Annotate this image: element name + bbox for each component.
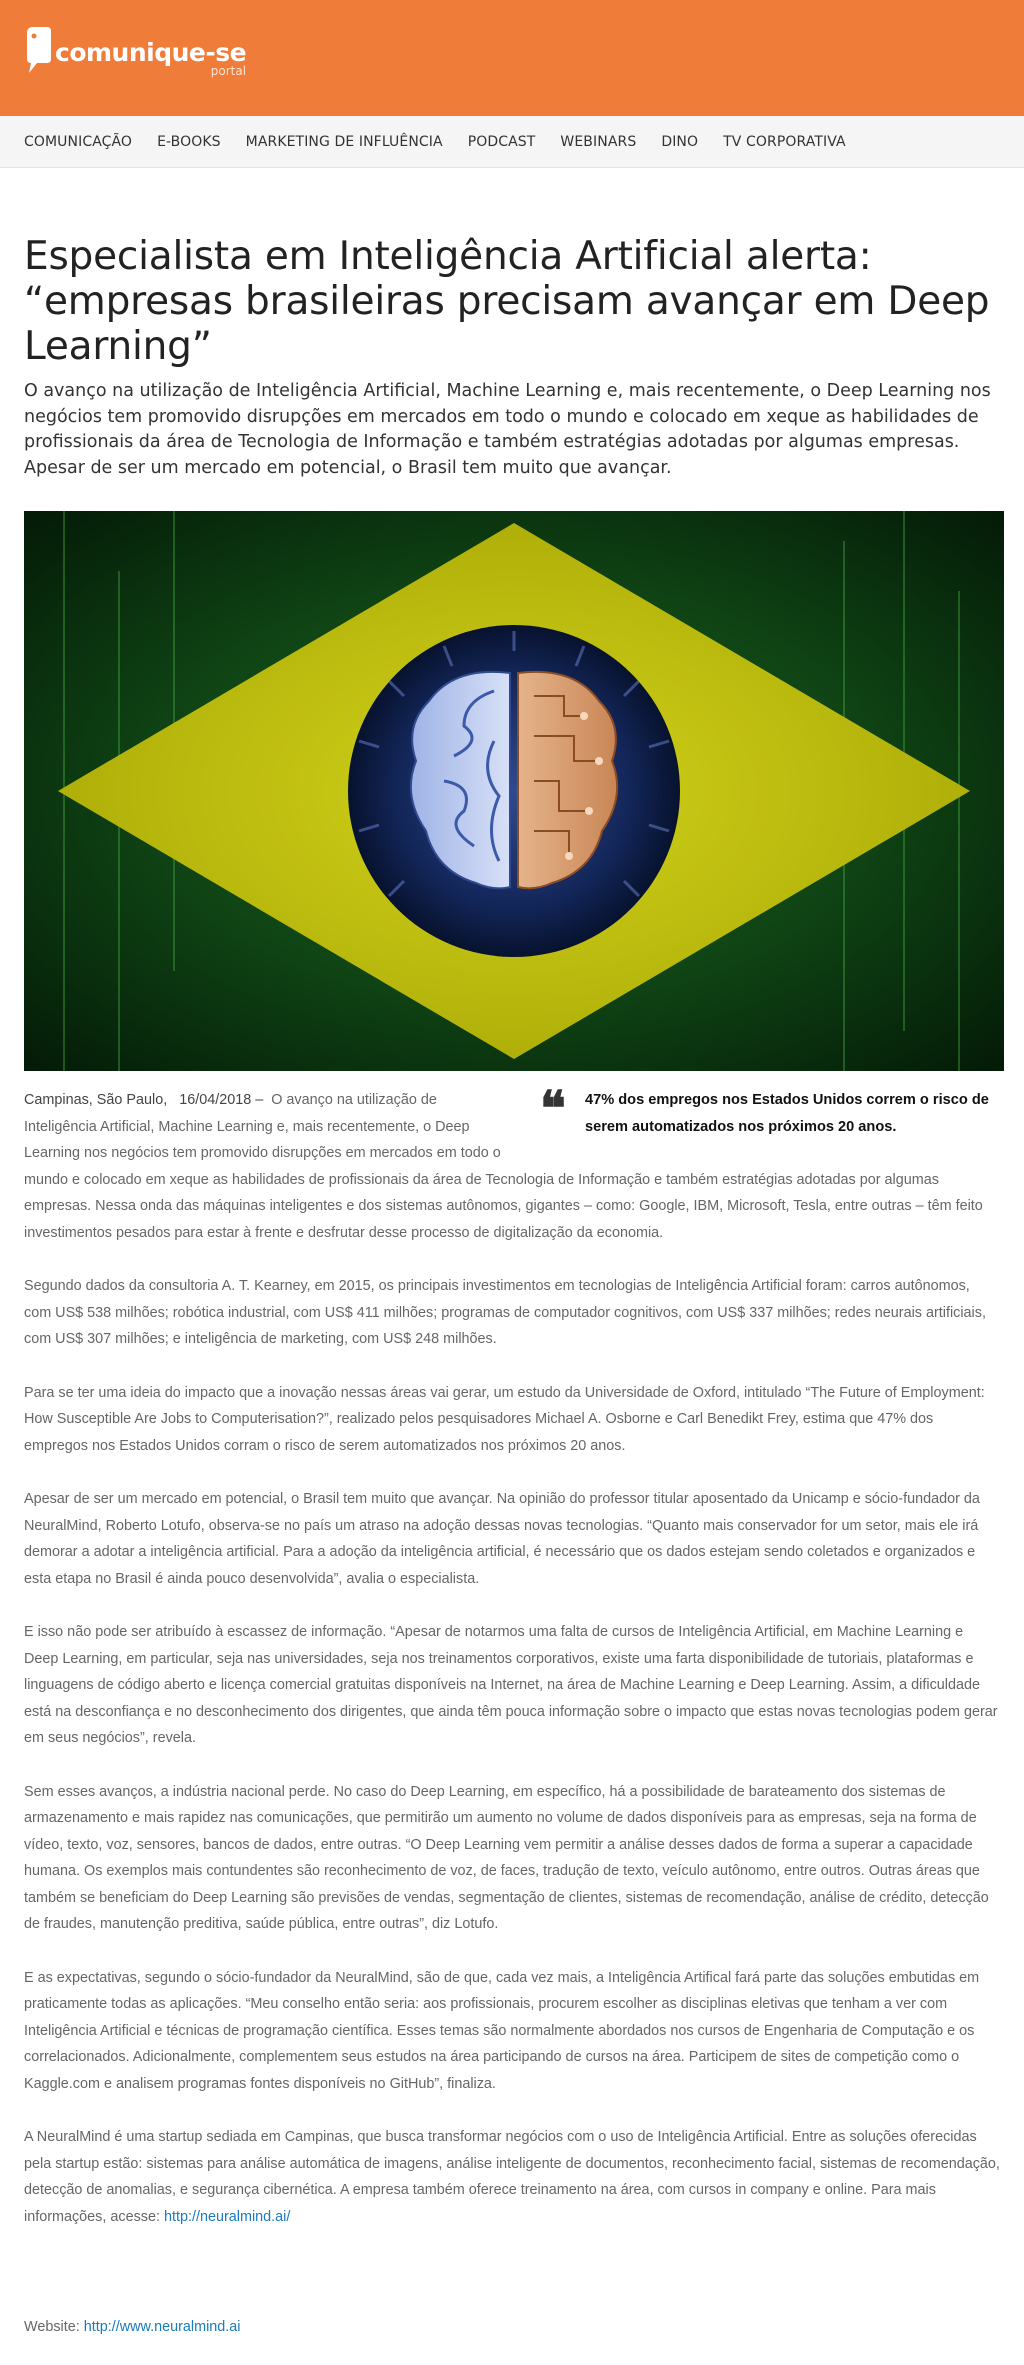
- article-location: Campinas, São Paulo,: [24, 1092, 168, 1108]
- article-title: Especialista em Inteligência Artificial alerta: “empresas brasileiras precisam avançar em Deep Learning”: [24, 234, 990, 369]
- nav-item-webinars[interactable]: WEBINARS: [560, 133, 637, 150]
- quote-mark-icon: ❝: [540, 1081, 566, 1137]
- nav-item-tv-corporativa[interactable]: TV CORPORATIVA: [723, 133, 846, 150]
- site-header: [0, 0, 1024, 116]
- article-paragraph-6: Sem esses avanços, a indústria nacional perde. No caso do Deep Learning, em específico, há a possibilidade de barateamento dos sistemas de armazenamento e mais rapidez nas comunicações, que permitirão um aumento no volume de dados disponíveis para as empresas, seja na forma de vídeo, texto, voz, sensores, bancos de dados, entre outras. “O Deep Learning vem permitir a análise desses dados de forma a superar a capacidade humana. Os exemplos mais contundentes são reconhecimento de voz, de faces, tradução de texto, veículo autônomo, entre outros. Outras áreas que também se beneficiam do Deep Learning são previsões de vendas, segmentação de clientes, sistemas de recomendação, análise de crédito, detecção de fraudes, manutenção preditiva, saúde pública, entre outras”, diz Lotufo.: [24, 1783, 989, 1932]
- brand-subtitle: portal: [210, 64, 247, 78]
- nav-item-marketing-de-influencia[interactable]: MARKETING DE INFLUÊNCIA: [245, 133, 443, 150]
- neuralmind-link[interactable]: http://neuralmind.ai/: [163, 2208, 291, 2225]
- article-body: [24, 1081, 1000, 2341]
- article-date: 16/04/2018 –: [179, 1092, 264, 1108]
- article-paragraph-4: Apesar de ser um mercado em potencial, o Brasil tem muito que avançar. Na opinião do professor titular aposentado da Unicamp e sócio-fundador da NeuralMind, Roberto Lotufo, observa-se no país um atraso na adoção dessas novas tecnologias. “Quanto mais conservador for um setor, mais ele irá demorar a adotar a inteligência artificial. Para a adoção da inteligência artificial, é necessário que os dados estejam sendo coletados e organizados e esta etapa no Brasil é ainda pouco desenvolvida”, avalia o especialista.: [24, 1491, 980, 1587]
- article-paragraph-8: [24, 2124, 1000, 2230]
- website-link[interactable]: http://www.neuralmind.ai: [83, 2319, 241, 2335]
- article-paragraph-7: E as expectativas, segundo o sócio-fundador da NeuralMind, são de que, cada vez mais, a Inteligência Artifical fará parte das soluções embutidas em praticamente todas as aplicações. “Meu conselho então seria: aos profissionais, procurem escolher as disciplinas eletivas que tenham a ver com Inteligência Artificial e técnicas de programação científica. Esses temas são normalmente abordados nos cursos de Engenharia de Computação e os correlacionados. Adicionalmente, complementem seus estudos na área participando de cursos na área. Participem de sites de competição como o Kaggle.com e analisem programas fontes disponíveis no GitHub”, finaliza.: [24, 1969, 980, 2092]
- paragraph-text: A NeuralMind é uma startup sediada em Campinas, que busca transformar negócios com o uso de Inteligência Artificial. Entre as soluções oferecidas pela startup estão: sistemas para análise automática de imagens, análise inteligente de documentos, reconhecimento facial, sistemas de recomendação, detecção de anomalias, e segurança cibernética. A empresa também oferece treinamento na área, com cursos in company e online. Para mais informações, acesse:: [24, 2129, 1000, 2225]
- nav-item-podcast[interactable]: PODCAST: [467, 133, 536, 150]
- site-logo[interactable]: [25, 25, 246, 81]
- nav-item-ebooks[interactable]: E-BOOKS: [157, 133, 221, 150]
- pull-quote-text: 47% dos empregos nos Estados Unidos correm o risco de serem automatizados nos próximos 20 anos.: [585, 1092, 989, 1135]
- hero-image: [24, 511, 1004, 1071]
- article-container: [0, 234, 1024, 2341]
- brand-name: comunique-se: [55, 38, 247, 67]
- website-label: Website:: [24, 2319, 80, 2335]
- nav-item-dino[interactable]: DINO: [661, 133, 699, 150]
- article-paragraph-3: Para se ter uma ideia do impacto que a inovação nessas áreas vai gerar, um estudo da Universidade de Oxford, intitulado “The Future of Employment: How Susceptible Are Jobs to Computerisation?”, realizado pelos pesquisadores Michael A. Osborne e Carl Benedikt Frey, estima que 47% dos empregos nos Estados Unidos corram o risco de serem automatizados nos próximos 20 anos.: [24, 1384, 985, 1454]
- website-line: [24, 2314, 1000, 2341]
- brazil-flag-brain-illustration: [24, 511, 1004, 1071]
- pull-quote: [540, 1081, 1000, 1141]
- article-paragraph-2: Segundo dados da consultoria A. T. Kearney, em 2015, os principais investimentos em tecnologias de Inteligência Artificial foram: carros autônomos, com US$ 538 milhões; robótica industrial, com US$ 411 milhões; programas de computador cognitivos, com US$ 337 milhões; redes neurais artificiais, com US$ 307 milhões; e inteligência de marketing, com US$ 248 milhões.: [24, 1278, 986, 1347]
- paragraph-text: O avanço na utilização de Inteligência Artificial, Machine Learning e, mais recentemente, o Deep Learning nos negócios tem promovido disrupções em mercados em todo o mundo e colocado em xeque as habilidades de profissionais da área de Tecnologia de Informação e também estratégias adotadas por algumas empresas. Nessa onda das máquinas inteligentes e dos sistemas autônomos, gigantes – como: Google, IBM, Microsoft, Tesla, entre outras – têm feito investimentos pesados para estar à frente e desfrutar desse processo de digitalização da economia.: [24, 1092, 983, 1241]
- main-nav: [0, 116, 1024, 168]
- article-lead: O avanço na utilização de Inteligência Artificial, Machine Learning e, mais recentemente, o Deep Learning nos negócios tem promovido disrupções em mercados em todo o mundo e colocado em xeque as habilidades de profissionais da área de Tecnologia de Informação e também estratégias adotadas por algumas empresas. Apesar de ser um mercado em potencial, o Brasil tem muito que avançar.: [24, 381, 991, 478]
- article-paragraph-5: E isso não pode ser atribuído à escassez de informação. “Apesar de notarmos uma falta de cursos de Inteligência Artificial, em Machine Learning e Deep Learning, em particular, seja nas universidades, seja nos treinamentos corporativos, existe uma farta disponibilidade de tutoriais, plataformas e linguagens de código aberto e licença comercial gratuitas disponíveis na Internet, na área de Machine Learning e Deep Learning. Assim, a dificuldade está na desconfiança e no desconhecimento dos dirigentes, que ainda têm pouca informação sobre o impacto que estas novas tecnologias podem gerar em seus negócios”, revela.: [24, 1624, 998, 1746]
- speech-bubble-logo-icon: [25, 25, 51, 81]
- nav-item-comunicacao[interactable]: COMUNICAÇÃO: [24, 133, 133, 150]
